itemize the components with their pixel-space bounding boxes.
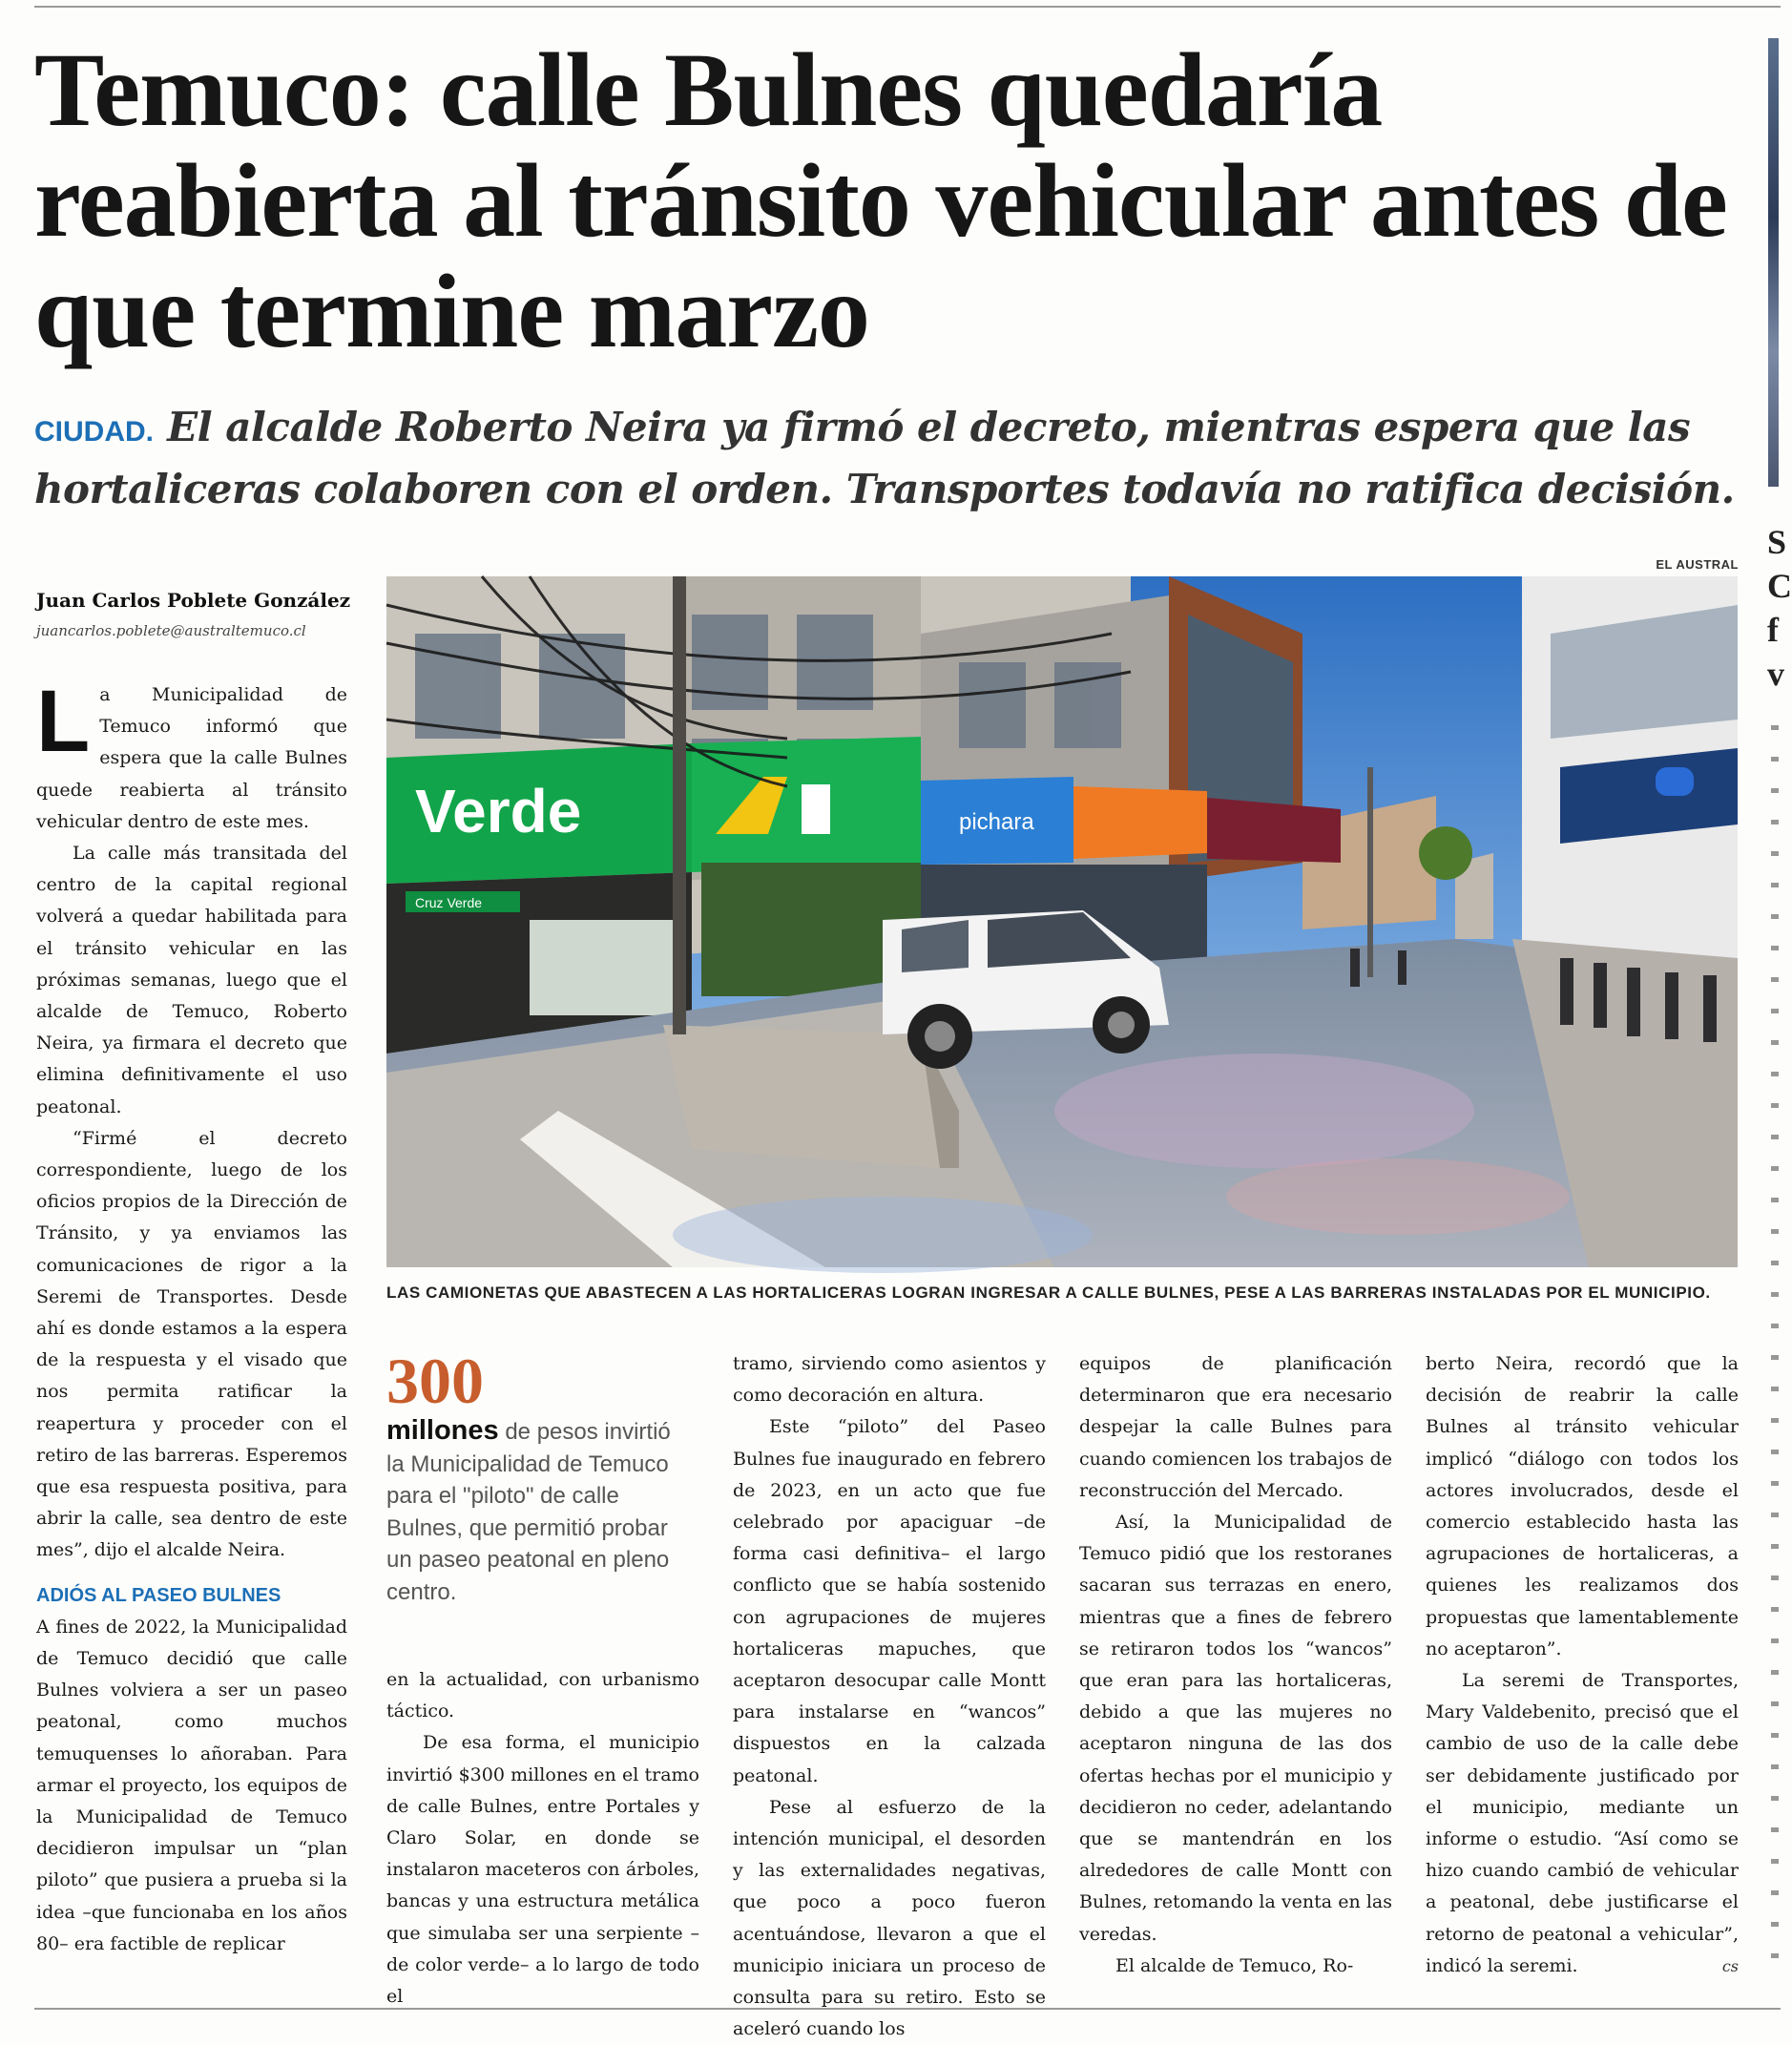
body-paragraph: A fines de 2022, la Municipalidad de Temuco decidió que calle Bulnes volviera a ser un paseo peatonal, como muchos temuquenses lo añoraban. Para armar el proyecto, los equipos de la Municipalidad de Temuco decidieron impulsar un “plan piloto” que pusiera a prueba si la idea –que funcionaba en los años 80– era factible de replicar bbox=[36, 1616, 347, 1954]
bottom-rule bbox=[34, 2008, 1781, 2010]
body-column-1 bbox=[36, 673, 347, 1960]
street-photo bbox=[386, 576, 1738, 1267]
fact-number: 300 bbox=[386, 1345, 484, 1417]
fact-unit: millones bbox=[386, 1415, 499, 1446]
body-paragraph: tramo, sirviendo como asientos y como decoración en altura. bbox=[733, 1353, 1046, 1407]
body-paragraph: De esa forma, el municipio invirtió $300 millones en el tramo de calle Bulnes, entre Portales y Claro Solar, en donde se instalaron maceteros con árboles, bancas y una estructura metálica que simulaba ser una serpiente –de color verde– a lo largo de todo el bbox=[386, 1732, 699, 2008]
headline: Temuco: calle Bulnes quedaría reabierta al tránsito vehicular antes de que termine marzo bbox=[34, 31, 1727, 369]
byline bbox=[36, 584, 361, 645]
shop-sign-text: pichara bbox=[959, 809, 1034, 835]
subhead bbox=[34, 399, 1752, 518]
adjacent-article-text-edge bbox=[1771, 725, 1779, 1966]
fact-text bbox=[386, 1415, 682, 1608]
body-column-3 bbox=[733, 1348, 1046, 2045]
street-photo-illustration bbox=[386, 576, 1738, 1267]
fact-box bbox=[386, 1345, 682, 1608]
body-paragraph: El alcalde de Temuco, Ro- bbox=[1115, 1954, 1354, 1976]
body-paragraph: Así, la Municipalidad de Temuco pidió que los restoranes sacaran sus terrazas en enero, mientras que a fines de febrero se retiraron todos los “wancos” que eran para las hortaliceras, debido a que las mujeres no aceptaron ninguna de las dos ofertas hechas por el municipio y decidieron no ceder, adelantando que se mantendrán en los alrededores de calle Montt con Bulnes, retomando la venta en las veredas. bbox=[1079, 1512, 1392, 1945]
body-paragraph: berto Neira, recordó que la decisión de reabrir la calle Bulnes al tránsito vehicular implicó “diálogo con todos los actores involucrados, desde el comercio establecido hasta las agrupaciones de hortaliceras, a quienes les realizamos dos propuestas que lamentablemente no aceptaron”. bbox=[1426, 1353, 1739, 1659]
body-paragraph: Pese al esfuerzo de la intención municipal, el desorden y las externalidades negativas, que poco a poco fueron acentuándose, llevaron a que el municipio iniciara un proceso de consulta para su retiro. Esto se aceleró cuando los bbox=[733, 1796, 1046, 2040]
top-rule bbox=[34, 6, 1781, 8]
body-paragraph: Este “piloto” del Paseo Bulnes fue inaugurado en febrero de 2023, en un acto que fue celebrado por apaciguar –de forma casi definitiva– el largo conflicto que se había sostenido con agrupaciones de mujeres hortaliceras mapuches, que aceptaron desocupar calle Montt para instalarse en “wancos” dispuestos en la calzada peatonal. bbox=[733, 1416, 1046, 1786]
adjacent-article-headline-edge: S C f v bbox=[1767, 523, 1792, 693]
lead-paragraph: La Municipalidad de Temuco informó que espera que la calle Bulnes quede reabierta al tránsito vehicular dentro de este mes. bbox=[36, 673, 347, 832]
drop-cap: L bbox=[36, 673, 91, 770]
section-subtitle: ADIÓS AL PASEO BULNES bbox=[36, 1584, 281, 1606]
utility-pole bbox=[673, 576, 686, 1034]
body-column-4 bbox=[1079, 1348, 1392, 1982]
subhead-text: El alcalde Roberto Neira ya firmó el decreto, mientras espera que las hortaliceras colaboren con el orden. Transportes todavía no ratifica decisión. bbox=[34, 404, 1735, 512]
end-mark: cs bbox=[1721, 1956, 1739, 1975]
body-paragraph: La calle más transitada del centro de la capital regional volverá a quedar habilitada para el tránsito vehicular en las próximas semanas, luego que el alcalde de Temuco, Roberto Neira, ya firmara el decreto que elimina definitivamente el uso peatonal. bbox=[36, 843, 347, 1117]
pharmacy-sign-text: Verde bbox=[415, 777, 582, 845]
body-column-2 bbox=[386, 1664, 699, 2013]
adjacent-article-photo-edge bbox=[1768, 38, 1779, 487]
body-paragraph: “Firmé el decreto correspondiente, luego de los oficios propios de la Dirección de Tránsito, y ya enviamos las comunicaciones de rigor a la Seremi de Transportes. Desde ahí es donde estamos a la espera de la respuesta y el visado que nos permita ratificar la reapertura y proceder con el retiro de las barreras. Esperemos que esa respuesta positiva, para abrir la calle, sea dentro de este mes”, dijo el alcalde Neira. bbox=[36, 1127, 347, 1561]
body-paragraph: equipos de planificación determinaron que era necesario despejar la calle Bulnes para cuando comiencen los trabajos de reconstrucción del Mercado. bbox=[1079, 1353, 1392, 1501]
author-email[interactable]: juancarlos.poblete@australtemuco.cl bbox=[36, 622, 306, 639]
pharmacy-small-sign-text: Cruz Verde bbox=[415, 895, 483, 910]
author-name: Juan Carlos Poblete González bbox=[36, 589, 351, 612]
photo-caption: LAS CAMIONETAS QUE ABASTECEN A LAS HORTALICERAS LOGRAN INGRESAR A CALLE BULNES, PESE A LAS BARRERAS INSTALADAS POR EL MUNICIPIO. bbox=[386, 1283, 1711, 1302]
body-paragraph: en la actualidad, con urbanismo táctico. bbox=[386, 1669, 699, 1722]
body-paragraph: La seremi de Transportes, Mary Valdebenito, precisó que el cambio de uso de la calle debe ser debidamente justificado por el municipio, mediante un informe o estudio. “Así como se hizo cuando cambió de vehicular a peatonal, debe justificarse el retorno de peatonal a vehicular”, indicó la seremi. cs bbox=[1426, 1665, 1739, 1982]
fact-description: de pesos invirtió la Municipalidad de Temuco para el "piloto" de calle Bulnes, que permitió probar un paseo peatonal en pleno centro. bbox=[386, 1419, 671, 1605]
body-column-5 bbox=[1426, 1348, 1739, 1982]
photo-credit: EL AUSTRAL bbox=[1656, 557, 1739, 572]
section-tag: CIUDAD. bbox=[34, 416, 154, 448]
